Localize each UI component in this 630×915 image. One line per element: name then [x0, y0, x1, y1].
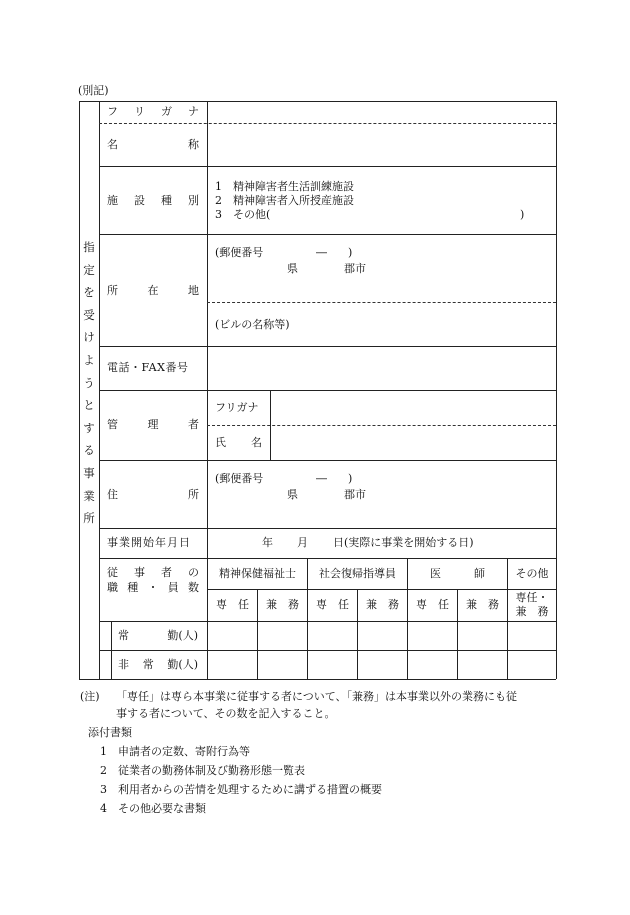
address-postal-close: ): [348, 472, 353, 485]
label-facility-type: 施 設 種 別: [107, 194, 199, 207]
location-prefecture: 県: [287, 262, 298, 275]
staff-sub-other-line1: 専任・: [515, 591, 549, 604]
staff-sub-other-line2: 兼 務: [515, 605, 549, 618]
side-label-applicant-office: 指 定 を 受 け よ う と す る 事 業 所: [83, 240, 95, 526]
manager-furigana-field[interactable]: [271, 391, 555, 425]
staff-sub-fulltime: 専 任: [316, 598, 349, 611]
staff-sub-fulltime: 専 任: [416, 598, 449, 611]
address-prefecture: 県: [287, 488, 298, 501]
location-postal-dash: ―: [316, 246, 327, 259]
location-city: 郡市: [344, 262, 366, 275]
label-phone-fax: 電話・FAX番号: [107, 361, 189, 374]
facility-option-2: 2 精神障害者入所授産施設: [215, 194, 354, 207]
address-postal-dash: ―: [316, 472, 327, 485]
phone-fax-field[interactable]: [208, 347, 555, 390]
attachment-item: 1 申請者の定数、寄附行為等: [100, 745, 250, 758]
staff-sub-parttime: 兼 務: [466, 598, 499, 611]
facility-option-3: 3 その他(: [215, 208, 271, 221]
label-start-date: 事業開始年月日: [107, 536, 191, 549]
location-building: (ビルの名称等): [215, 318, 290, 331]
staff-category-other: その他: [515, 567, 549, 580]
staff-sub-parttime: 兼 務: [366, 598, 399, 611]
facility-option-1: 1 精神障害者生活訓練施設: [215, 180, 354, 193]
staff-sub-parttime: 兼 務: [266, 598, 299, 611]
staff-category-rehab: 社会復帰指導員: [319, 567, 396, 580]
attachment-item: 3 利用者からの苦情を処理するために講ずる措置の概要: [100, 783, 382, 796]
start-date-year: 年: [262, 536, 273, 549]
address-postal-label: (郵便番号: [215, 472, 264, 485]
start-date-day-note: 日(実際に事業を開始する日): [333, 536, 474, 549]
label-furigana: フ リ ガ ナ: [107, 105, 199, 118]
label-location: 所 在 地: [107, 284, 199, 297]
address-city: 郡市: [344, 488, 366, 501]
location-postal-close: ): [348, 246, 353, 259]
staff-category-doctor: 医 師: [430, 567, 485, 580]
label-staff-line2: 職 種 ・ 員 数: [107, 581, 199, 594]
note-line1: 「専任」は専ら本事業に従事する者について、「兼務」は本事業以外の業務にも従: [116, 690, 518, 703]
staff-row-parttime-label: 非 常 勤(人): [118, 658, 198, 671]
label-staff-line1: 従 事 者 の: [107, 566, 199, 579]
facility-option-3-close: ): [520, 208, 525, 221]
attachment-item: 2 従業者の勤務体制及び勤務形態一覧表: [100, 764, 305, 777]
attachment-item: 4 その他必要な書類: [100, 802, 206, 815]
label-name: 名 称: [107, 138, 199, 151]
label-manager: 管 理 者: [107, 418, 199, 431]
furigana-field[interactable]: [208, 102, 555, 123]
start-date-month: 月: [297, 536, 308, 549]
note-line2: 事する者について、その数を記入すること。: [116, 707, 336, 720]
annex-heading: (別記): [78, 84, 109, 97]
staff-row-fulltime-label: 常 勤(人): [118, 629, 198, 642]
name-field[interactable]: [208, 124, 555, 166]
label-address: 住 所: [107, 488, 199, 501]
manager-name-field[interactable]: [271, 426, 555, 460]
staff-sub-fulltime: 専 任: [216, 598, 249, 611]
attachments-title: 添付書類: [88, 726, 132, 739]
manager-name-label: 氏 名: [215, 436, 262, 449]
location-postal-label: (郵便番号: [215, 246, 264, 259]
note-prefix: (注): [80, 690, 100, 703]
manager-furigana-label: フリガナ: [215, 401, 259, 414]
staff-category-psw: 精神保健福祉士: [219, 567, 296, 580]
